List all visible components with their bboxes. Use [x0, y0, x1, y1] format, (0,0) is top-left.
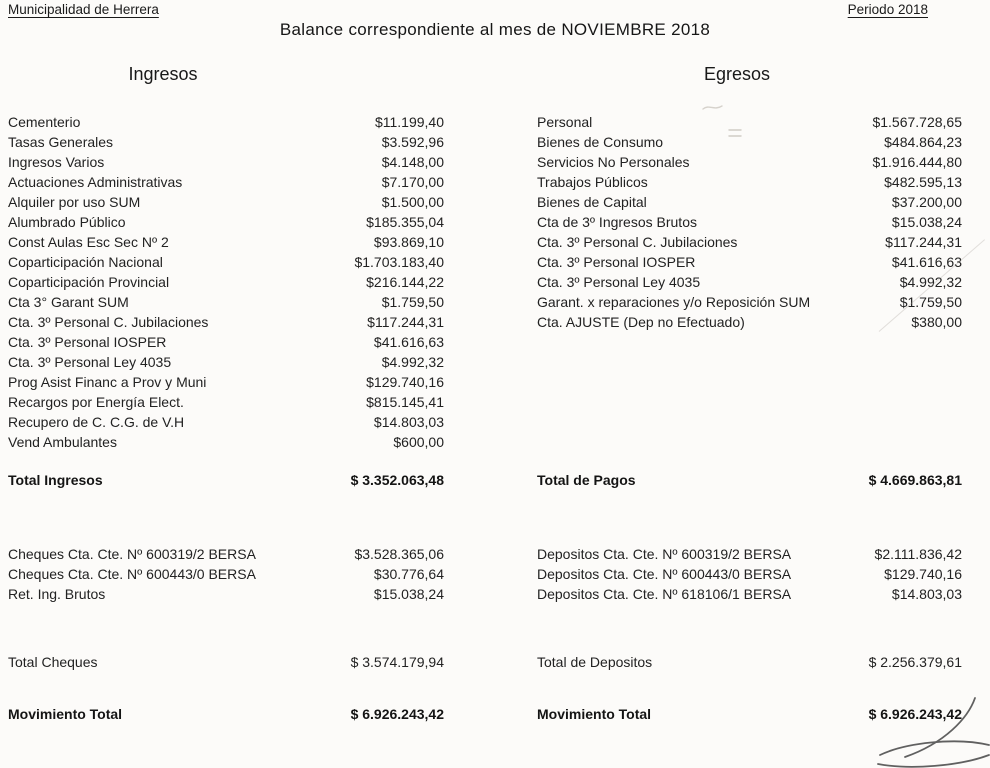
item-amount: $3.528.365,06 — [354, 546, 444, 562]
table-row — [537, 152, 962, 172]
total-label: Movimiento Total — [537, 706, 652, 722]
table-row — [8, 152, 444, 172]
org-name: Municipalidad de Herrera — [8, 2, 159, 17]
item-amount: $15.038,24 — [373, 586, 444, 602]
item-amount: $14.803,03 — [373, 414, 444, 430]
item-label: Cheques Cta. Cte. Nº 600443/0 BERSA — [8, 566, 256, 582]
item-label: Servicios No Personales — [537, 154, 690, 170]
item-amount: $117.244,31 — [367, 314, 444, 330]
total-ingresos-row — [8, 470, 444, 490]
table-row — [8, 292, 444, 312]
table-row — [8, 172, 444, 192]
table-row — [8, 564, 444, 584]
total-label: Total de Pagos — [537, 472, 636, 488]
item-amount: $2.111.836,42 — [874, 546, 962, 562]
item-amount: $1.759,50 — [899, 294, 962, 310]
item-amount: $185.355,04 — [366, 214, 444, 230]
item-label: Recupero de C. C.G. de V.H — [8, 414, 185, 430]
table-row — [537, 132, 962, 152]
item-label: Depositos Cta. Cte. Nº 618106/1 BERSA — [537, 586, 792, 602]
item-amount: $600,00 — [393, 434, 444, 450]
item-amount: $129.740,16 — [884, 566, 962, 582]
table-row — [8, 544, 444, 564]
item-label: Alquiler por uso SUM — [8, 194, 141, 210]
item-amount: $4.992,32 — [381, 354, 444, 370]
pencil-mark-artifact — [698, 100, 748, 145]
item-label: Prog Asist Financ a Prov y Muni — [8, 374, 207, 390]
total-depositos-row — [537, 652, 962, 672]
item-label: Cta 3° Garant SUM — [8, 294, 129, 310]
signature-stroke — [860, 693, 990, 768]
item-label: Ingresos Varios — [8, 154, 105, 170]
table-row — [8, 584, 444, 604]
item-amount: $4.992,32 — [899, 274, 962, 290]
table-row — [8, 372, 444, 392]
table-row — [8, 312, 444, 332]
total-cheques-row — [8, 652, 444, 672]
item-label: Cta. 3º Personal Ley 4035 — [537, 274, 701, 290]
item-amount: $4.148,00 — [381, 154, 444, 170]
item-amount: $380,00 — [911, 314, 962, 330]
item-label: Cta. 3º Personal Ley 4035 — [8, 354, 172, 370]
item-label: Depositos Cta. Cte. Nº 600443/0 BERSA — [537, 566, 792, 582]
table-row — [8, 232, 444, 252]
item-label: Cheques Cta. Cte. Nº 600319/2 BERSA — [8, 546, 256, 562]
table-row — [8, 392, 444, 412]
depositos-table — [537, 544, 962, 604]
item-label: Garant. x reparaciones y/o Reposición SUM — [537, 294, 811, 310]
item-amount: $11.199,40 — [374, 114, 444, 130]
table-row — [8, 412, 444, 432]
total-label: Total Ingresos — [8, 472, 103, 488]
item-amount: $1.500,00 — [381, 194, 444, 210]
table-row — [537, 172, 962, 192]
table-row — [537, 292, 962, 312]
period-label: Periodo 2018 — [847, 2, 928, 17]
item-label: Cta. 3º Personal C. Jubilaciones — [537, 234, 738, 250]
movimiento-total-row-left — [8, 704, 444, 724]
total-label: Total de Depositos — [537, 654, 653, 670]
total-label: Movimiento Total — [8, 706, 123, 722]
item-label: Depositos Cta. Cte. Nº 600319/2 BERSA — [537, 546, 792, 562]
table-row — [537, 252, 962, 272]
table-row — [537, 544, 962, 564]
item-amount: $30.776,64 — [373, 566, 444, 582]
table-row — [537, 584, 962, 604]
item-label: Cta. 3º Personal IOSPER — [537, 254, 696, 270]
table-row — [537, 232, 962, 252]
item-amount: $37.200,00 — [891, 194, 962, 210]
item-amount: $7.170,00 — [381, 174, 444, 190]
item-amount: $1.703.183,40 — [354, 254, 444, 270]
table-row — [8, 212, 444, 232]
table-row — [8, 272, 444, 292]
item-amount: $14.803,03 — [891, 586, 962, 602]
item-amount: $41.616,63 — [373, 334, 444, 350]
table-row — [8, 432, 444, 452]
item-amount: $1.567.728,65 — [872, 114, 962, 130]
table-row — [537, 192, 962, 212]
item-amount: $815.145,41 — [366, 394, 444, 410]
ingresos-header: Ingresos — [128, 64, 198, 84]
table-row — [8, 112, 444, 132]
item-label: Alumbrado Público — [8, 214, 126, 230]
table-row — [537, 564, 962, 584]
table-row — [8, 332, 444, 352]
egresos-items-table — [537, 112, 962, 332]
table-row — [8, 132, 444, 152]
item-label: Coparticipación Provincial — [8, 274, 170, 290]
table-row — [8, 192, 444, 212]
item-amount: $1.759,50 — [381, 294, 444, 310]
item-label: Cta. AJUSTE (Dep no Efectuado) — [537, 314, 745, 330]
item-amount: $484.864,23 — [884, 134, 962, 150]
item-amount: $93.869,10 — [373, 234, 444, 250]
item-amount: $482.595,13 — [884, 174, 962, 190]
item-label: Ret. Ing. Brutos — [8, 586, 106, 602]
total-amount: $ 2.256.379,61 — [868, 654, 962, 670]
item-label: Vend Ambulantes — [8, 434, 117, 450]
table-row — [537, 272, 962, 292]
item-label: Const Aulas Esc Sec Nº 2 — [8, 234, 169, 250]
table-row — [537, 112, 962, 132]
item-label: Cta de 3º Ingresos Brutos — [537, 214, 697, 230]
total-amount: $ 6.926.243,42 — [868, 706, 962, 722]
item-label: Coparticipación Nacional — [8, 254, 163, 270]
item-amount: $216.144,22 — [366, 274, 444, 290]
total-pagos-row — [537, 470, 962, 490]
item-label: Personal — [537, 114, 593, 130]
table-row — [8, 252, 444, 272]
item-label: Cta. 3º Personal IOSPER — [8, 334, 167, 350]
item-amount: $1.916.444,80 — [872, 154, 962, 170]
item-amount: $117.244,31 — [885, 234, 962, 250]
item-label: Recargos por Energía Elect. — [8, 394, 184, 410]
item-label: Cementerio — [8, 114, 81, 130]
document-title: Balance correspondiente al mes de NOVIEMBRE 2018 — [279, 20, 711, 39]
egresos-header: Egresos — [703, 64, 771, 84]
total-amount: $ 3.574.179,94 — [350, 654, 444, 670]
item-label: Bienes de Consumo — [537, 134, 664, 150]
table-row — [8, 352, 444, 372]
cheques-table — [8, 544, 444, 604]
total-amount: $ 6.926.243,42 — [350, 706, 444, 722]
item-amount: $3.592,96 — [381, 134, 444, 150]
total-label: Total Cheques — [8, 654, 98, 670]
item-label: Cta. 3º Personal C. Jubilaciones — [8, 314, 209, 330]
table-row — [537, 212, 962, 232]
total-amount: $ 4.669.863,81 — [868, 472, 962, 488]
item-label: Actuaciones Administrativas — [8, 174, 183, 190]
item-amount: $129.740,16 — [366, 374, 444, 390]
item-amount: $15.038,24 — [891, 214, 962, 230]
item-amount: $41.616,63 — [891, 254, 962, 270]
item-label: Trabajos Públicos — [537, 174, 648, 190]
item-label: Bienes de Capital — [537, 194, 647, 210]
item-label: Tasas Generales — [8, 134, 114, 150]
total-amount: $ 3.352.063,48 — [350, 472, 444, 488]
ingresos-items-table — [8, 112, 444, 452]
